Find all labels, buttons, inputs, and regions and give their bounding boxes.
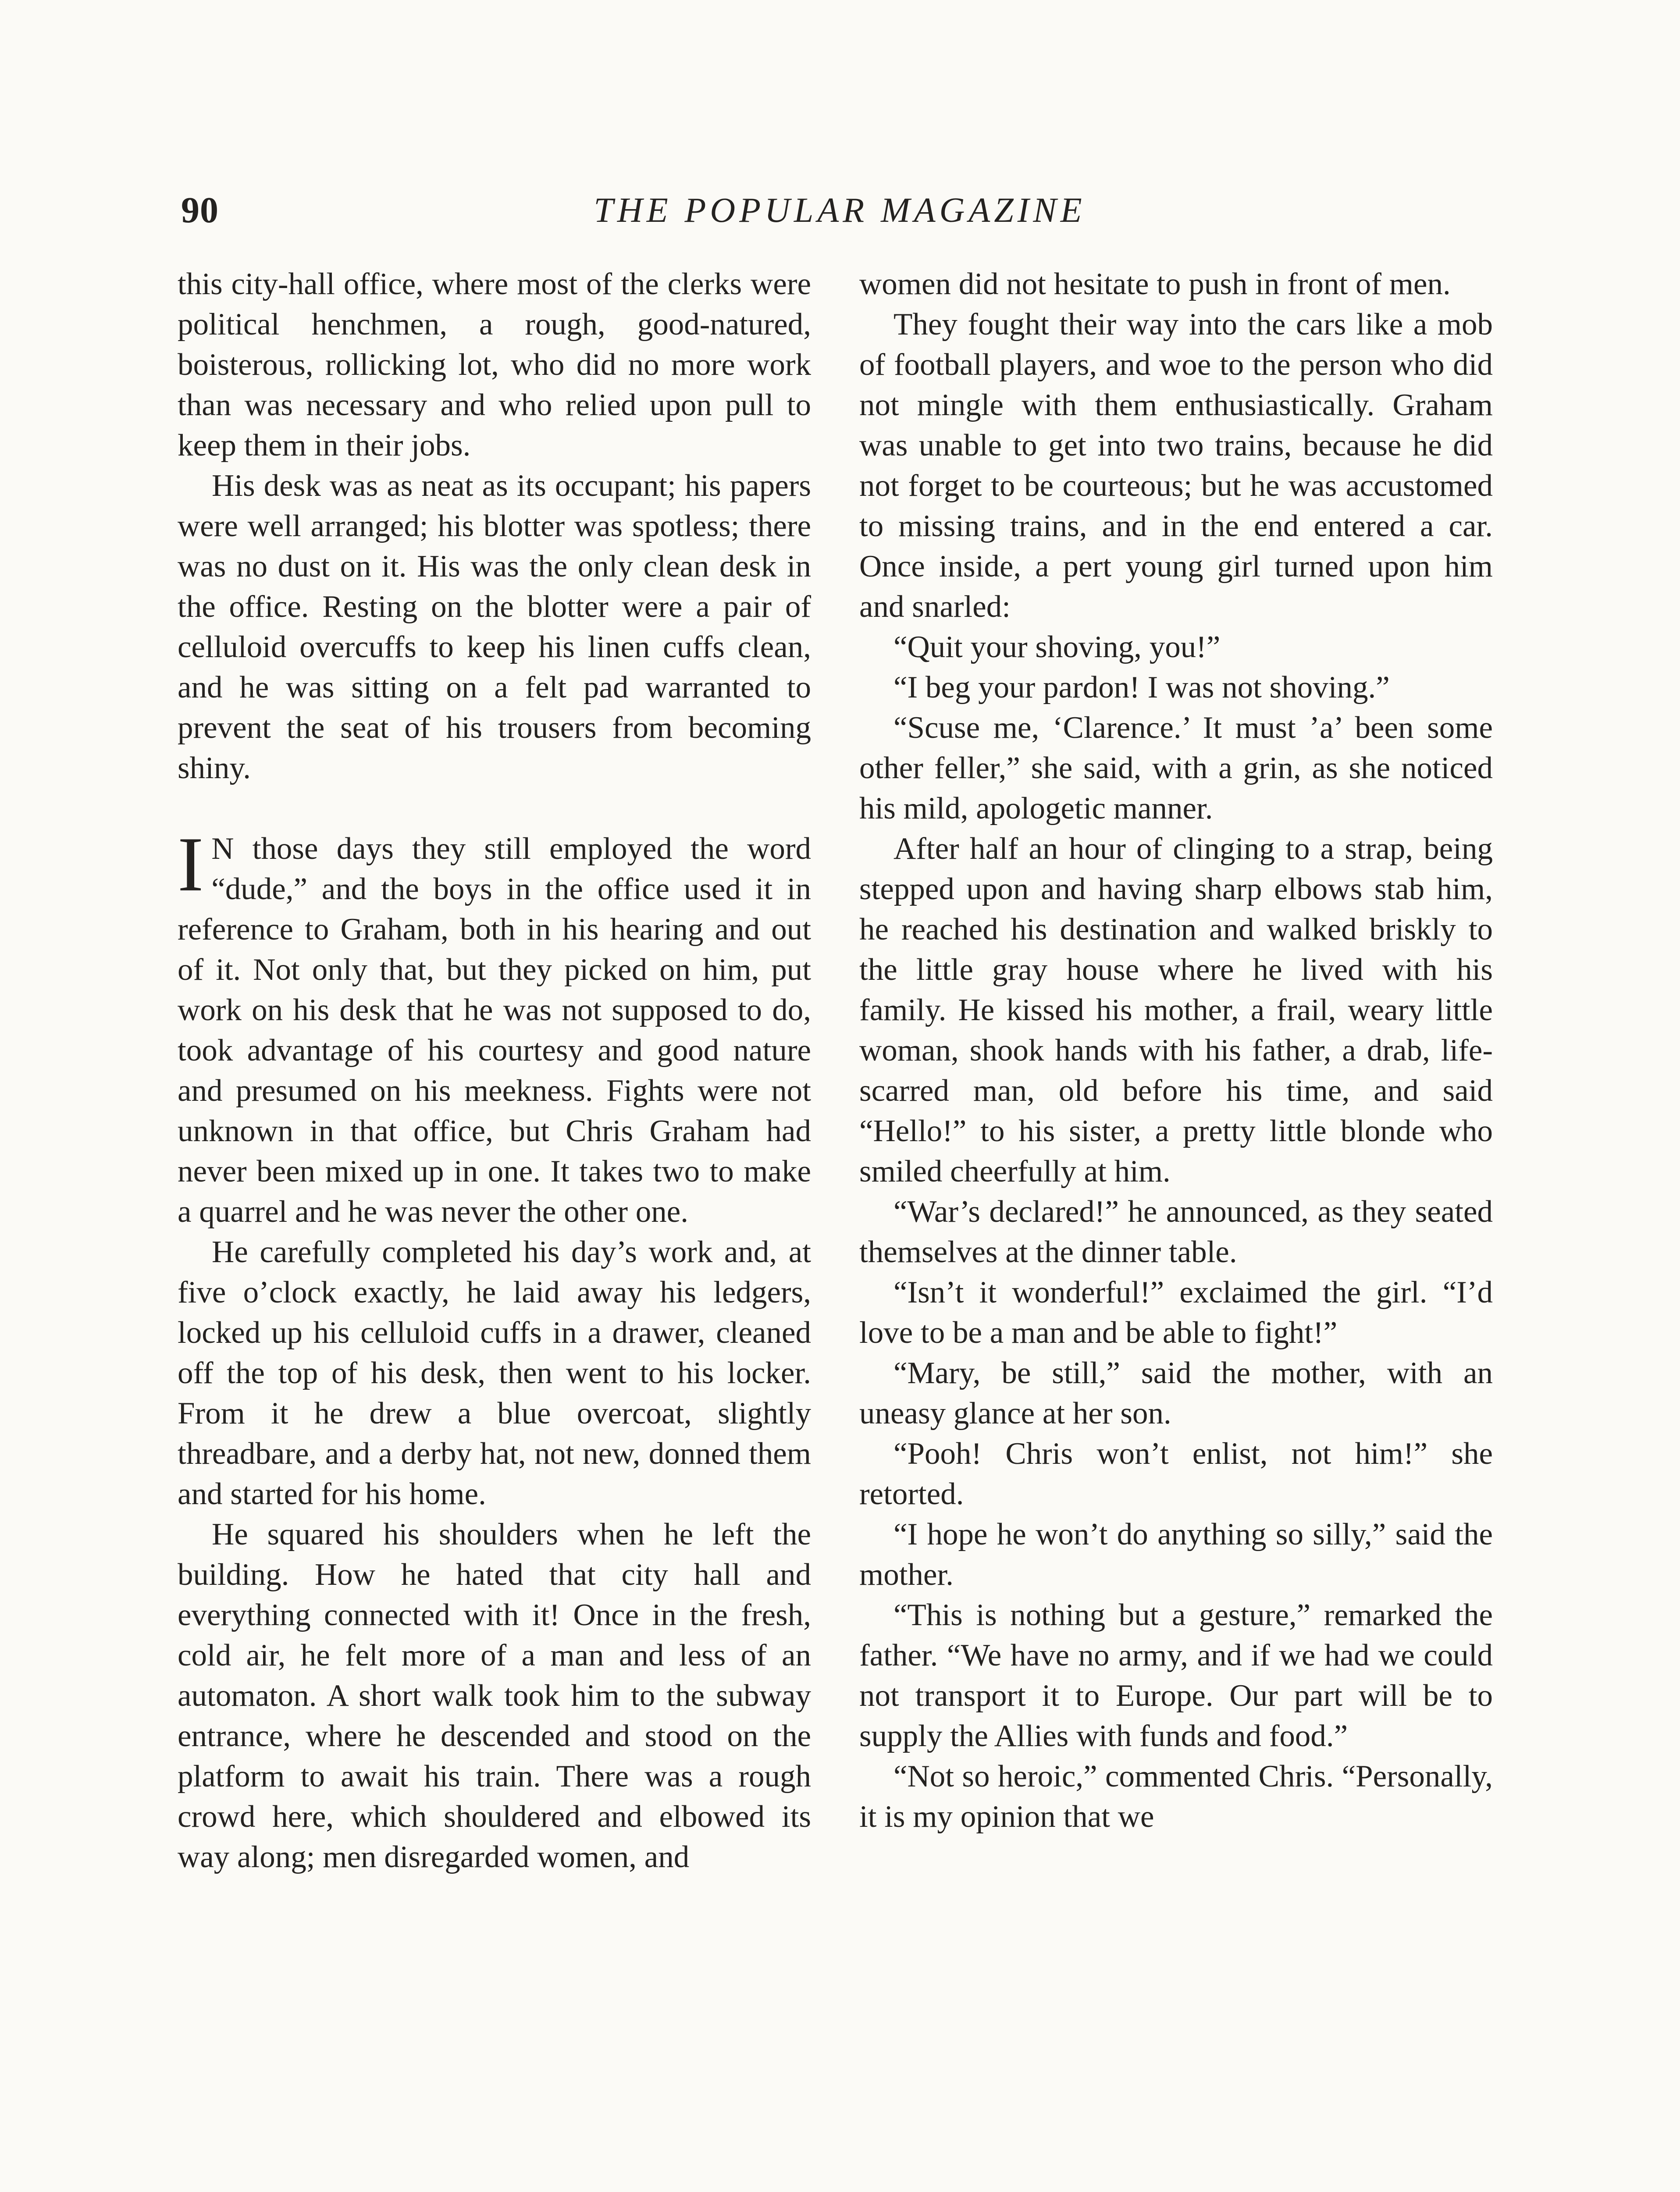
text-column-right xyxy=(859,264,1493,1837)
paragraph: He squared his shoulders when he left the building. How he hated that city hall and everything connected with it! Once in the fresh, cold air, he felt more of a man and less of an automaton. A short walk took him to the subway entrance, where he descended and stood on the platform to await his train. There was a rough crowd here, which shouldered and elbowed its way along; men disregarded women, and xyxy=(178,1517,811,1874)
paragraph-text: N those days they still employed the word “dude,” and the boys in the office used it in reference to Graham, both in his hearing and out of it. Not only that, but they picked on him, put work on his desk that he was not supposed to do, took advantage of his courtesy and good nature and presumed on his meekness. Fights were not unknown in that office, but Chris Graham had never been mixed up in one. It takes two to make a quarrel and he was never the other one. xyxy=(178,832,811,1229)
paragraph: They fought their way into the cars like a mob of football players, and woe to the person who did not mingle with them enthusiastically. Graham was unable to get into two trains, because he did not forget to be courteous; but he was accustomed to missing trains, and in the end entered a car. Once inside, a pert young girl turned upon him and snarled: xyxy=(859,307,1493,624)
paragraph: “Mary, be still,” said the mother, with an uneasy glance at her son. xyxy=(859,1356,1493,1430)
drop-cap: I xyxy=(178,821,204,907)
section-opening-paragraph xyxy=(178,821,811,1232)
running-title: THE POPULAR MAGAZINE xyxy=(594,191,1086,230)
paragraph: “Pooh! Chris won’t enlist, not him!” she retorted. xyxy=(859,1437,1493,1511)
paragraph: “Quit your shoving, you!” xyxy=(893,630,1221,664)
paragraph: “I beg your pardon! I was not shoving.” xyxy=(893,670,1390,705)
paragraph: He carefully completed his day’s work and, at five o’clock exactly, he laid away his ledgers, locked up his celluloid cuffs in a drawer, cleaned off the top of his desk, then went to his locker. From it he drew a blue overcoat, slightly threadbare, and a derby hat, not new, donned them and started for his home. xyxy=(178,1235,811,1511)
paragraph: After half an hour of clinging to a strap, being stepped upon and having sharp elbows stab him, he reached his destination and walked briskly to the little gray house where he lived with his family. He kissed his mother, a frail, weary little woman, shook hands with his father, a drab, life-scarred man, old before his time, and said “Hello!” to his sister, a pretty little blonde who smiled cheerfully at him. xyxy=(859,832,1493,1189)
paragraph: women did not hesitate to push in front of men. xyxy=(859,267,1451,301)
page-number: 90 xyxy=(181,190,219,231)
paragraph: “This is nothing but a gesture,” remarked the father. “We have no army, and if we had we could not transport it to Europe. Our part will be to supply the Allies with funds and food.” xyxy=(859,1598,1493,1753)
paragraph: “War’s declared!” he announced, as they seated themselves at the dinner table. xyxy=(859,1195,1493,1269)
paragraph: His desk was as neat as its occupant; his papers were well arranged; his blotter was spotless; there was no dust on it. His was the only clean desk in the office. Resting on the blotter were a pair of celluloid overcuffs to keep his linen cuffs clean, and he was sitting on a felt pad warranted to prevent the seat of his trousers from becoming shiny. xyxy=(178,469,811,785)
paragraph: “I hope he won’t do anything so silly,” said the mother. xyxy=(859,1517,1493,1592)
page-header xyxy=(181,186,1498,235)
paragraph: “Scuse me, ‘Clarence.’ It must ’a’ been some other feller,” she said, with a grin, as she noticed his mild, apologetic manner. xyxy=(859,711,1493,826)
paragraph: this city-hall office, where most of the clerks were political henchmen, a rough, good-natured, boisterous, rollicking lot, who did no more work than was necessary and who relied upon pull to keep them in their jobs. xyxy=(178,267,811,463)
text-column-left xyxy=(178,264,811,1877)
paragraph: “Not so heroic,” commented Chris. “Personally, it is my opinion that we xyxy=(859,1759,1493,1834)
paragraph: “Isn’t it wonderful!” exclaimed the girl. “I’d love to be a man and be able to fight!” xyxy=(859,1275,1493,1350)
